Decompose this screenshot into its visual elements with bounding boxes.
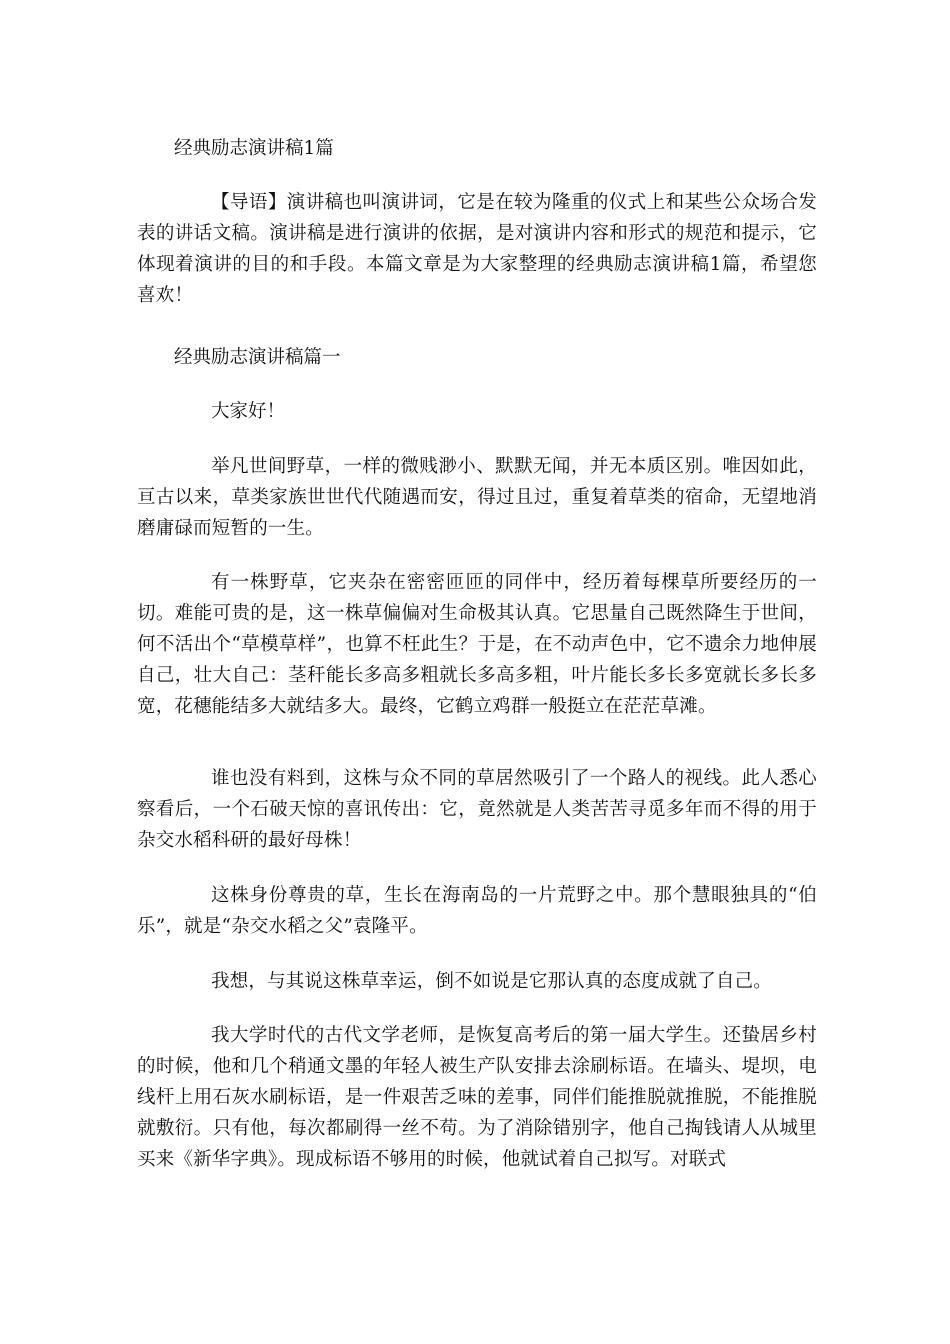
- document-title: 经典励志演讲稿1篇: [174, 138, 334, 159]
- body-paragraph-1: 举凡世间野草，一样的微贱渺小、默默无闻，并无本质区别。唯因如此，亘古以来，草类家族世世代代随遇而安，得过且过，重复着草类的宿命，无望地消磨庸碌而短暂的一生。: [137, 456, 817, 539]
- body-paragraph-2: 有一株野草，它夹杂在密密匝匝的同伴中，经历着每棵草所要经历的一切。难能可贵的是，这一株草偏偏对生命极其认真。它思量自己既然降生于世间，何不活出个“草模草样”，也算不枉此生？于是，在不动声色中，它不遗余力地伸展自己，壮大自己：茎秆能长多高多粗就长多高多粗，叶片能长多长多宽就长多长多宽，花穗能结多大就结多大。最终，它鹤立鸡群一般挺立在茫茫草滩。: [137, 572, 817, 717]
- section-title: 经典励志演讲稿篇一: [174, 347, 341, 368]
- body-paragraph-4: 这株身份尊贵的草，生长在海南岛的一片荒野之中。那个慧眼独具的“伯乐”，就是“杂交水稻之父”袁隆平。: [137, 885, 817, 937]
- body-paragraph-5: 我想，与其说这株草幸运，倒不如说是它那认真的态度成就了自己。: [211, 971, 773, 992]
- intro-paragraph: 【导语】演讲稿也叫演讲词，它是在较为隆重的仪式上和某些公众场合发表的讲话文稿。演讲稿是进行演讲的依据，是对演讲内容和形式的规范和提示，它体现着演讲的目的和手段。本篇文章是为大家整理的经典励志演讲稿1篇，希望您喜欢！: [137, 192, 817, 306]
- body-paragraph-6: 我大学时代的古代文学老师，是恢复高考后的第一届大学生。还蛰居乡村的时候，他和几个稍通文墨的年轻人被生产队安排去涂刷标语。在墙头、堤坝，电线杆上用石灰水刷标语，是一件艰苦乏味的差事，同伴们能推脱就推脱，不能推脱就敷衍。只有他，每次都刷得一丝不苟。为了消除错别字，他自己掏钱请人从城里买来《新华字典》。现成标语不够用的时候，他就试着自己拟写。对联式: [137, 1025, 817, 1170]
- body-paragraph-3: 谁也没有料到，这株与众不同的草居然吸引了一个路人的视线。此人悉心察看后，一个石破天惊的喜讯传出：它，竟然就是人类苦苦寻觅多年而不得的用于杂交水稻科研的最好母株！: [137, 768, 817, 851]
- greeting-line: 大家好！: [211, 401, 286, 422]
